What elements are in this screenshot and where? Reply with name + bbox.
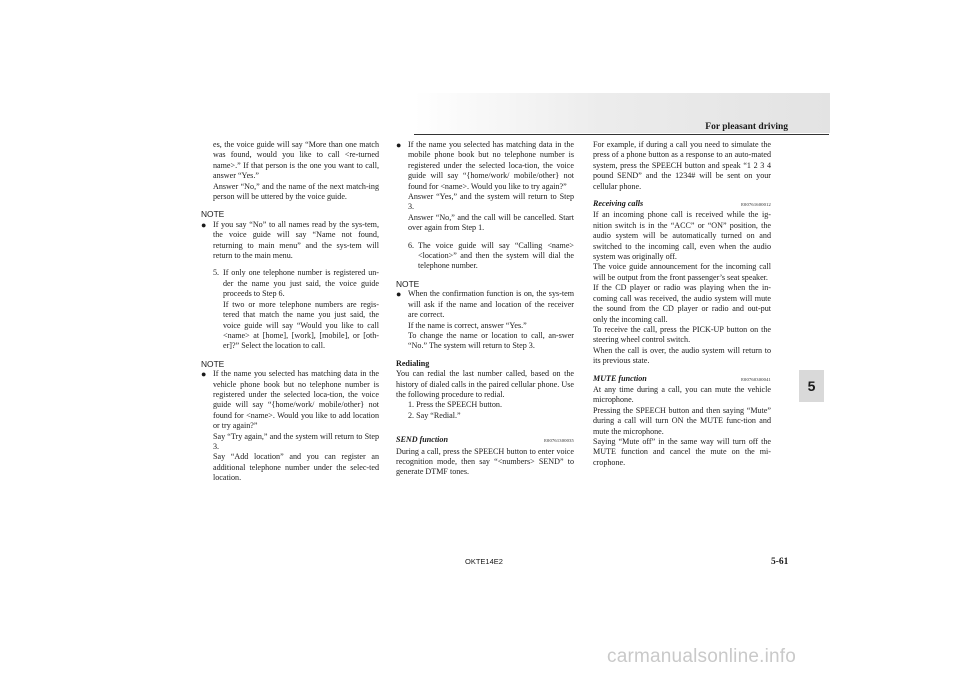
body-text: At any time during a call, you can mute the vehicle microphone. xyxy=(593,384,771,405)
body-text: For example, if during a call you need to simulate the press of a phone button as a response to an auto-mated system, press the SPEECH button and speak “1 2 3 4 pound SEND” and the 1234# will be sent on your cellular phone. xyxy=(593,140,771,191)
page-number: 5-61 xyxy=(771,557,789,567)
step-5 xyxy=(201,268,379,351)
bullet-icon: ● xyxy=(201,219,207,230)
continuation-text: Answer “No,” and the name of the next match-ing person will be uttered by the voice guide. xyxy=(213,181,379,202)
note-label: NOTE xyxy=(201,358,225,369)
note-text: If the name you selected has matching data in the vehicle phone book but no telephone number is registered under the selected loca-tion, the voice guide will say “{home/work/ mobile/other} not found for <name>. Would you like to add location or try again?” xyxy=(213,369,379,431)
redialing-heading: Redialing xyxy=(396,358,430,368)
body-text: To receive the call, press the PICK-UP button on the steering wheel control switch. xyxy=(593,324,771,345)
receiving-calls-heading xyxy=(593,199,771,210)
step-text: If only one telephone number is registered un-der the name you just said, the voice guide proceeds to Step 6. xyxy=(223,268,379,299)
body-text: If the CD player or radio was playing when the in-coming call was received, the audio system will mute the sound from the CD player or radio and out-put only the incoming call. xyxy=(593,283,771,324)
note-bullet xyxy=(201,220,379,262)
note-text: If the name you selected has matching data in the mobile phone book but no telephone number is registered under the selected loca-tion, the voice guide will say “{home/work/ mobile/other} not found for <name>. Would you like to try again?” xyxy=(408,140,574,191)
note-text: If the name is correct, answer “Yes.” xyxy=(408,320,527,330)
header-rule xyxy=(414,134,829,135)
section-code: E00761600012 xyxy=(741,202,771,208)
note-label: NOTE xyxy=(201,209,225,220)
note-text: When the confirmation function is on, the sys-tem will ask if the name and location of the receiver are correct. xyxy=(408,289,574,320)
column-3 xyxy=(593,140,771,468)
chapter-tab: 5 xyxy=(799,370,824,402)
section-code: E00761300035 xyxy=(544,438,574,444)
procedure-step: 1. Press the SPEECH button. xyxy=(408,400,502,410)
body-text: When the call is over, the audio system will return to its previous state. xyxy=(593,345,771,366)
note-text: To change the name or location to call, an-swer “No.” The system will return to Step 3. xyxy=(408,330,574,351)
step-text: The voice guide will say “Calling <name> <location>” and then the system will dial the telephone number. xyxy=(418,240,574,271)
heading-text: Receiving calls xyxy=(593,199,644,209)
body-text: You can redial the last number called, based on the history of dialed calls in the paired cellular phone. Use the following procedure to redial. xyxy=(396,369,574,399)
body-text: Pressing the SPEECH button and then saying “Mute” during a call will turn ON the MUTE func-tion and mute the microphone. xyxy=(593,405,771,436)
step-number: 5. xyxy=(213,268,220,278)
section-title: For pleasant driving xyxy=(705,122,788,132)
body-text: The voice guide announcement for the incoming call will be output from the front passenger’s seat speaker. xyxy=(593,262,771,282)
watermark: carmanualsonline.info xyxy=(607,646,797,667)
bullet-icon: ● xyxy=(396,289,402,300)
note-text: Answer “Yes,” and the system will return to Step 3. xyxy=(408,192,574,212)
body-text: Saying “Mute off” in the same way will turn off the MUTE function and cancel the mute on the mi-crophone. xyxy=(593,436,771,467)
procedure-step: 2. Say “Redial.” xyxy=(408,410,461,420)
note-label: NOTE xyxy=(396,278,420,289)
step-number: 6. xyxy=(408,240,415,250)
column-1 xyxy=(201,140,379,484)
document-code: OKTE14E2 xyxy=(465,557,503,566)
note-text: Say “Try again,” and the system will return to Step 3. xyxy=(213,431,379,451)
bullet-icon: ● xyxy=(201,369,207,380)
bullet-icon: ● xyxy=(396,140,402,150)
note-text: If you say “No” to all names read by the sys-tem, the voice guide will say “Name not found, returning to main menu” and the sys-tem will return to the main menu. xyxy=(213,219,379,261)
body-text: If an incoming phone call is received while the ig-nition switch is in the “ACC” or “ON” position, the audio system will be automatically turned on and switched to the incoming call, even when the audio system was originally off. xyxy=(593,210,771,262)
heading-text: SEND function xyxy=(396,435,448,445)
section-code: E00760300041 xyxy=(741,376,771,382)
note-bullet xyxy=(396,289,574,351)
mute-function-heading xyxy=(593,374,771,385)
note-text: Answer “No,” and the call will be cancelled. Start over again from Step 1. xyxy=(408,212,574,233)
note-bullet xyxy=(201,369,379,483)
step-text: If two or more telephone numbers are regis-tered that match the name you just said, the voice guide will say “Would you like to call <name> at [home], [work], [mobile], or [oth-er]?” Select the location to call. xyxy=(223,299,379,351)
continuation-text: es, the voice guide will say “More than one match was found, would you like to call <re-turned name>.” If that person is the one you want to call, answer “Yes.” xyxy=(213,140,379,181)
step-6 xyxy=(396,241,574,272)
note-text: Say “Add location” and you can register an additional telephone number under the selec-ted location. xyxy=(213,452,379,483)
column-2 xyxy=(396,140,574,478)
heading-text: MUTE function xyxy=(593,373,647,383)
send-function-heading xyxy=(396,435,574,446)
body-text: During a call, press the SPEECH button to enter voice recognition mode, then say “<numbers> SEND” to generate DTMF tones. xyxy=(396,446,574,477)
note-bullet xyxy=(396,140,574,234)
